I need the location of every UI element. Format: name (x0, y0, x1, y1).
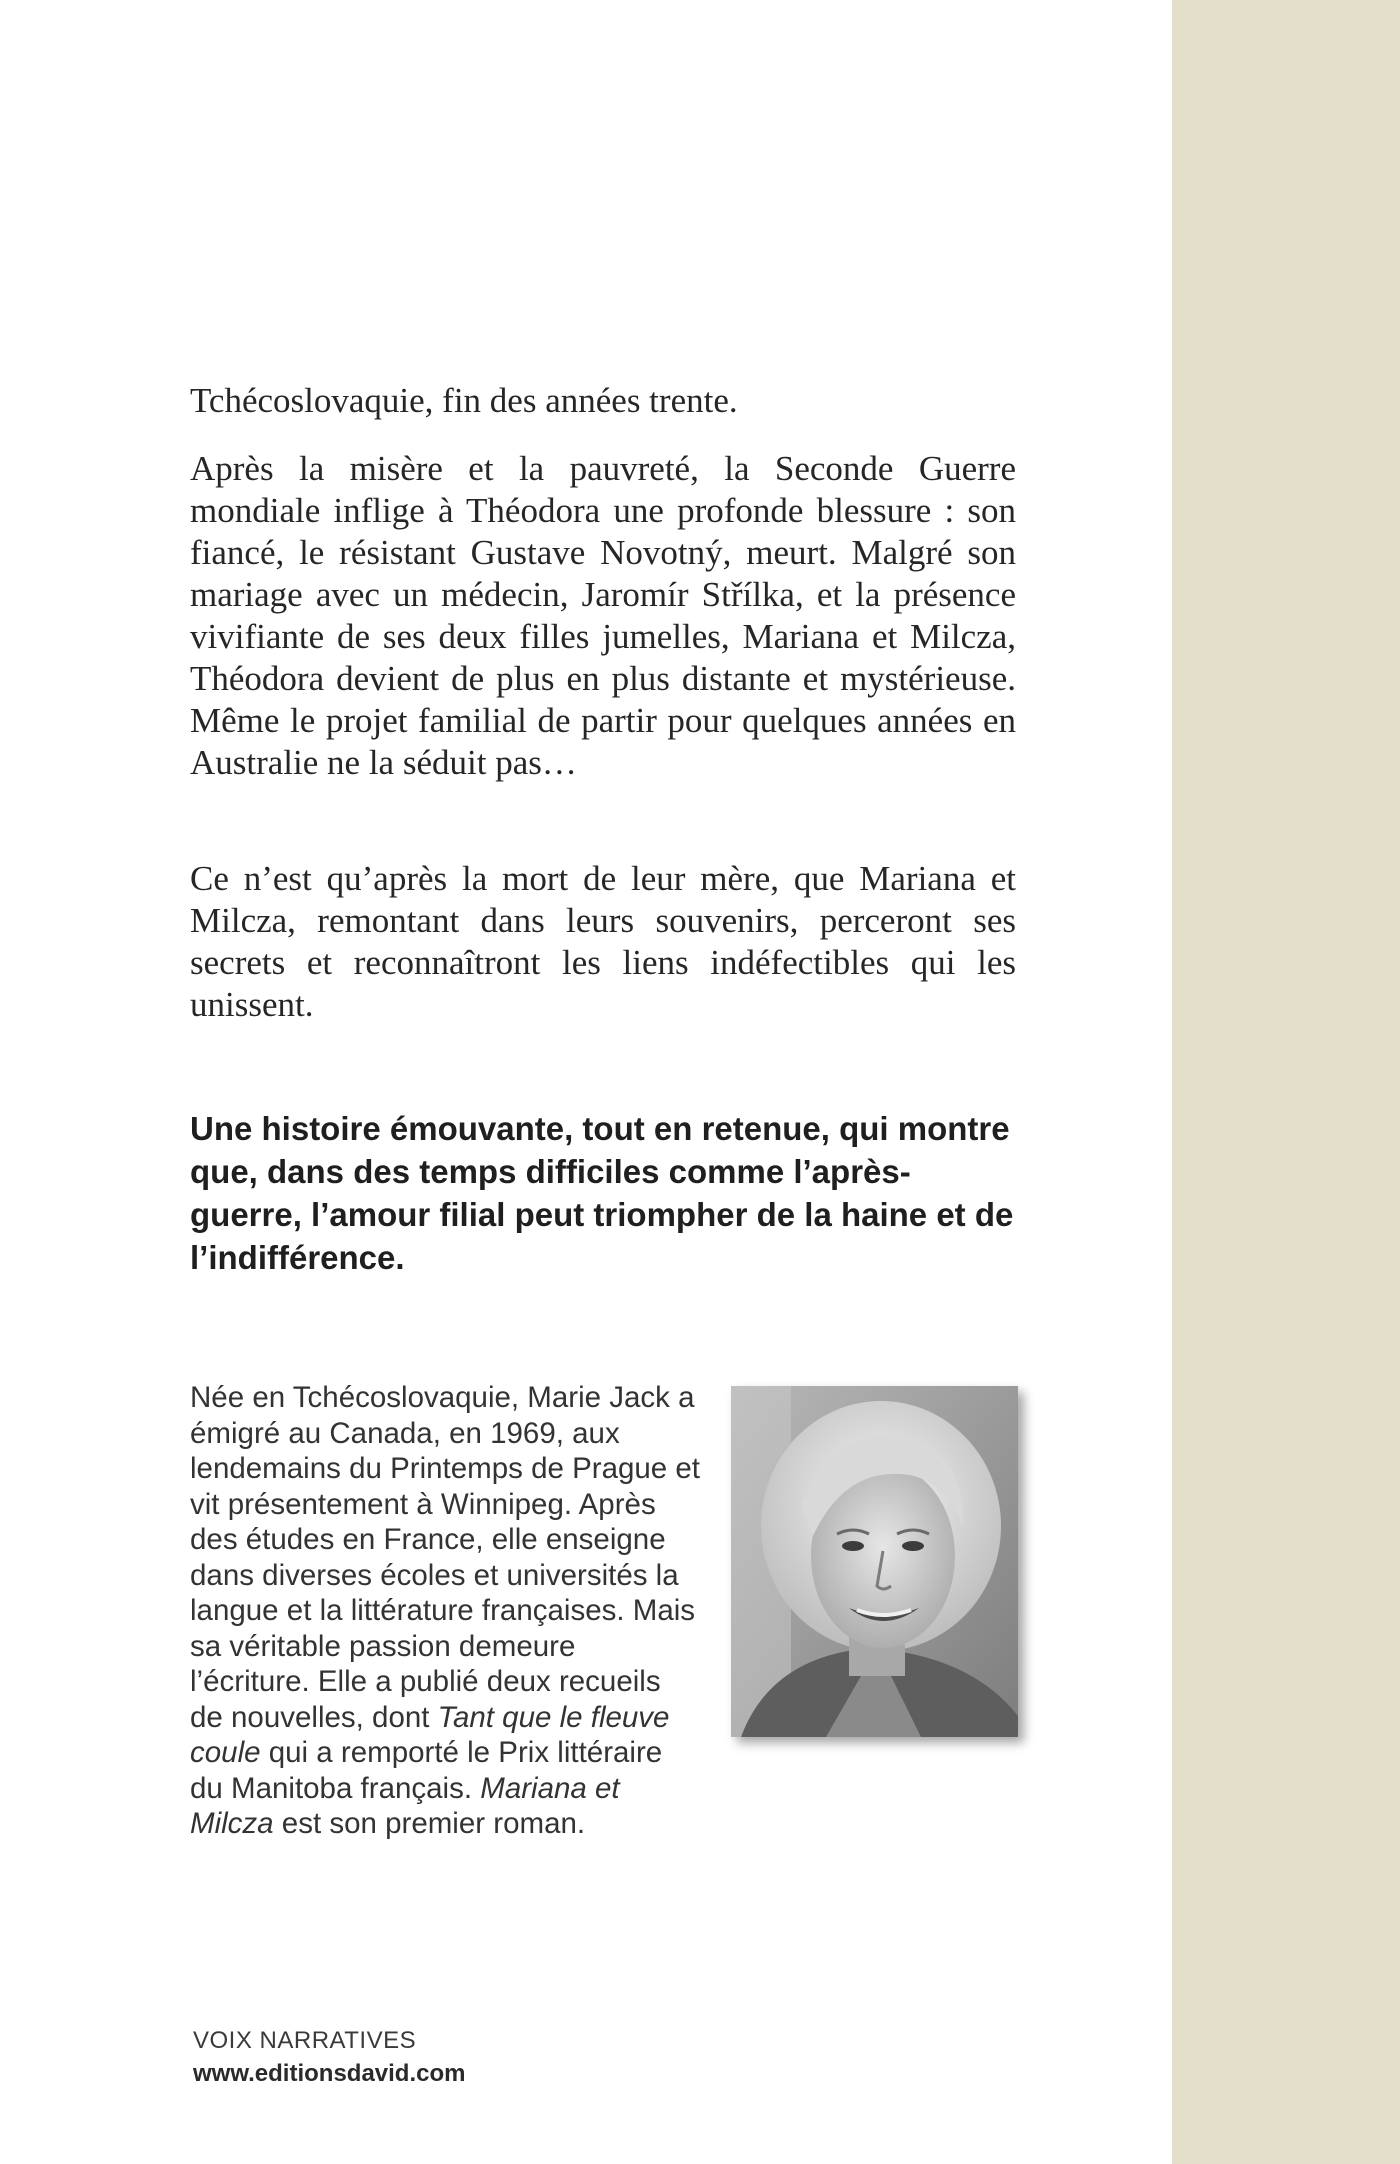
synopsis-intro (190, 380, 1016, 422)
publisher-website: www.editionsdavid.com (193, 2060, 466, 2087)
bio-title-one: Tant que le fleuve coule (190, 1700, 670, 1769)
spine-band (1172, 0, 1400, 2164)
bio-text-middle: qui a remporté le Prix littéraire du Manitoba français. (190, 1736, 663, 1805)
bio-text-end: est son premier roman. (273, 1807, 586, 1840)
paragraph-one-text: Après la misère et la pauvreté, la Seconde Guerre mondiale inflige à Théodora une profonde blessure : son fiancé, le résistant Gustave Novotný, meurt. Malgré son mariage avec un médecin, Jaromír Střílka, et la présence vivifiante de ses deux filles jumelles, Mariana et Milcza, Théodora devient de plus en plus distante et mystérieuse. Même le projet familial de partir pour quelques années en Australie ne la séduit pas… (190, 449, 1016, 782)
author-bio (190, 1380, 700, 1842)
bio-text-start: Née en Tchécoslovaquie, Marie Jack a émigré au Canada, en 1969, aux lendemains du Printemps de Prague et vit présentement à Winnipeg. Après des études en France, elle enseigne dans diverses écoles et universités la langue et la littérature françaises. Mais sa véritable passion demeure l’écriture. Elle a publié deux recueils de nouvelles, dont (190, 1381, 700, 1734)
blurb: Une histoire émouvante, tout en retenue, qui montre que, dans des temps difficiles comme l’après-guerre, l’amour filial peut triompher de la haine et de l’indifférence. (190, 1110, 1014, 1276)
synopsis-paragraph-one (190, 448, 1016, 784)
author-photo (731, 1386, 1018, 1737)
paragraph-two-text: Ce n’est qu’après la mort de leur mère, que Mariana et Milcza, remontant dans leurs souvenirs, perceront ses secrets et reconnaîtront les liens indéfectibles qui les unissent. (190, 859, 1016, 1024)
bio-title-two: Mariana et Milcza (190, 1771, 620, 1840)
series-name: VOIX NARRATIVES (193, 2027, 417, 2054)
synopsis-paragraph-two (190, 858, 1016, 1026)
intro-text: Tchécoslovaquie, fin des années trente. (190, 381, 738, 420)
author-portrait-icon (731, 1386, 1018, 1737)
